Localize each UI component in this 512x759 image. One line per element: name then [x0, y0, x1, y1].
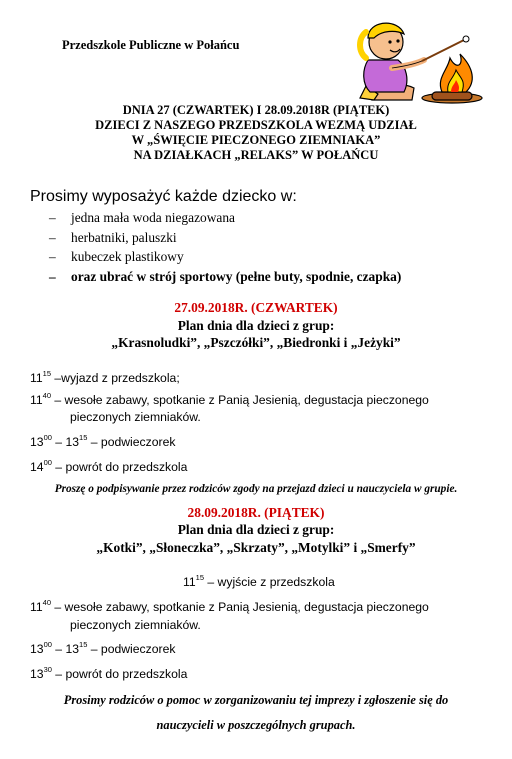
schedule-item-continuation: pieczonych ziemniaków.: [70, 410, 201, 424]
list-item: – herbatniki, paluszki: [49, 228, 401, 248]
list-item: – oraz ubrać w strój sportowy (pełne buty, spodnie, czapka): [49, 267, 401, 287]
closing-line: nauczycieli w poszczególnych grupach.: [156, 718, 356, 732]
day1-groups: „Krasnoludki”, „Pszczółki”, „Biedronki i „Jeżyki”: [111, 335, 401, 350]
day2-date: 28.09.2018R. (PIĄTEK): [187, 505, 325, 520]
day1-date: 27.09.2018R. (CZWARTEK): [174, 300, 338, 315]
supplies-list: [49, 208, 401, 286]
girl-roasting-at-campfire-icon: [352, 8, 502, 106]
dash-marker: –: [49, 268, 56, 284]
consent-note: Proszę o podpisywanie przez rodziców zgody na przejazd dzieci u nauczyciela w grupie.: [54, 483, 458, 495]
dash-marker: –: [49, 229, 56, 245]
day2-groups: „Kotki”, „Słoneczka”, „Skrzaty”, „Motylki” i „Smerfy”: [96, 540, 416, 555]
dash-marker: –: [49, 210, 56, 225]
schedule-item: $11^{40}$ – wesołe zabawy, spotkanie z Panią Jesienią, degustacja pieczonego: [30, 598, 429, 614]
day2-plan-title: Plan dnia dla dzieci z grup:: [177, 522, 335, 537]
dash-marker: –: [49, 249, 56, 264]
headline-line: DZIECI Z NASZEGO PRZEDSZKOLA WEZMĄ UDZIAŁ: [95, 118, 417, 132]
schedule-item: $14^{00}$ – powrót do przedszkola: [30, 458, 188, 474]
schedule-item: $13^{30}$ – powrót do przedszkola: [30, 665, 188, 681]
headline-line: DNIA 27 (CZWARTEK) I 28.09.2018R (PIĄTEK): [122, 103, 390, 117]
closing-line: Prosimy rodziców o pomoc w zorganizowaniu tej imprezy i zgłoszenie się do: [63, 693, 449, 707]
headline-line: NA DZIAŁKACH „RELAKS” W POŁAŃCU: [133, 148, 379, 162]
schedule-item-continuation: pieczonych ziemniaków.: [70, 618, 201, 632]
list-item: – kubeczek plastikowy: [49, 247, 401, 267]
event-headline: [0, 103, 512, 163]
schedule-item: $13^{00} - 13^{15}$ – podwieczorek: [30, 640, 176, 656]
schedule-item: $11^{40}$ – wesołe zabawy, spotkanie z Panią Jesienią, degustacja pieczonego: [30, 391, 429, 407]
request-intro: Prosimy wyposażyć każde dziecko w:: [30, 188, 297, 205]
school-name: Przedszkole Publiczne w Połańcu: [62, 38, 240, 52]
list-item: – jedna mała woda niegazowana: [49, 208, 401, 228]
headline-line: W „ŚWIĘCIE PIECZONEGO ZIEMNIAKA”: [131, 133, 381, 147]
schedule-item: $11^{15}$ – wyjście z przedszkola: [183, 573, 335, 589]
schedule-item: $13^{00} - 13^{15}$ – podwieczorek: [30, 433, 176, 449]
schedule-item: $11^{15}$ –wyjazd z przedszkola;: [30, 369, 180, 385]
day1-plan-title: Plan dnia dla dzieci z grup:: [177, 318, 335, 333]
